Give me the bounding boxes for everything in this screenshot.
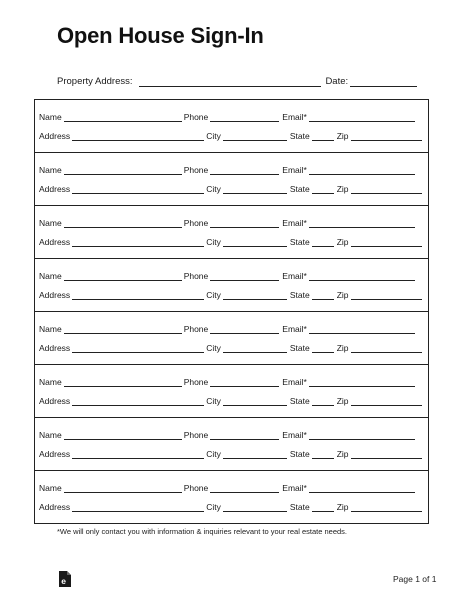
phone-label: Phone <box>183 483 209 493</box>
city-label: City <box>206 343 221 353</box>
entry-line-address <box>39 394 422 406</box>
zip-label: Zip <box>336 396 349 406</box>
state-field[interactable] <box>312 342 334 353</box>
name-field[interactable] <box>64 323 182 334</box>
address-field[interactable] <box>72 395 204 406</box>
zip-field[interactable] <box>351 289 422 300</box>
name-field[interactable] <box>64 111 182 122</box>
zip-label: Zip <box>336 131 349 141</box>
email-field[interactable] <box>309 217 415 228</box>
state-label: State <box>289 184 310 194</box>
name-field[interactable] <box>64 376 182 387</box>
address-label: Address <box>39 290 71 300</box>
zip-label: Zip <box>336 237 349 247</box>
entry-line-contact <box>39 481 415 493</box>
page-indicator: Page 1 of 1 <box>393 574 437 584</box>
email-label: Email* <box>282 430 307 440</box>
svg-text:e: e <box>61 576 67 586</box>
phone-label: Phone <box>183 165 209 175</box>
name-label: Name <box>39 165 62 175</box>
email-field[interactable] <box>309 323 415 334</box>
phone-label: Phone <box>183 430 209 440</box>
city-label: City <box>206 131 221 141</box>
address-field[interactable] <box>72 501 204 512</box>
phone-label: Phone <box>183 112 209 122</box>
address-label: Address <box>39 449 71 459</box>
entry-line-contact <box>39 269 415 281</box>
email-field[interactable] <box>309 270 415 281</box>
zip-field[interactable] <box>351 448 422 459</box>
address-field[interactable] <box>72 448 204 459</box>
city-label: City <box>206 290 221 300</box>
entry-line-contact <box>39 110 415 122</box>
entry-line-contact <box>39 375 415 387</box>
property-header-line <box>57 73 417 87</box>
state-field[interactable] <box>312 183 334 194</box>
page-title: Open House Sign-In <box>57 23 264 48</box>
state-label: State <box>289 237 310 247</box>
city-label: City <box>206 237 221 247</box>
zip-field[interactable] <box>351 342 422 353</box>
city-field[interactable] <box>223 448 287 459</box>
email-field[interactable] <box>309 482 415 493</box>
phone-label: Phone <box>183 271 209 281</box>
email-field[interactable] <box>309 111 415 122</box>
phone-field[interactable] <box>210 164 279 175</box>
city-label: City <box>206 396 221 406</box>
name-label: Name <box>39 271 62 281</box>
zip-field[interactable] <box>351 395 422 406</box>
email-field[interactable] <box>309 429 415 440</box>
city-label: City <box>206 184 221 194</box>
address-label: Address <box>39 343 71 353</box>
state-label: State <box>289 290 310 300</box>
phone-field[interactable] <box>210 111 279 122</box>
state-field[interactable] <box>312 130 334 141</box>
phone-field[interactable] <box>210 323 279 334</box>
email-field[interactable] <box>309 164 415 175</box>
sign-in-entry <box>35 206 428 259</box>
phone-field[interactable] <box>210 482 279 493</box>
email-label: Email* <box>282 112 307 122</box>
phone-field[interactable] <box>210 429 279 440</box>
address-field[interactable] <box>72 130 204 141</box>
entry-line-address <box>39 288 422 300</box>
name-field[interactable] <box>64 217 182 228</box>
email-label: Email* <box>282 324 307 334</box>
city-field[interactable] <box>223 183 287 194</box>
email-label: Email* <box>282 483 307 493</box>
sign-in-entry <box>35 153 428 206</box>
name-field[interactable] <box>64 270 182 281</box>
sign-in-entry <box>35 259 428 312</box>
state-field[interactable] <box>312 395 334 406</box>
phone-label: Phone <box>183 324 209 334</box>
sign-in-table <box>34 99 429 524</box>
city-field[interactable] <box>223 289 287 300</box>
city-field[interactable] <box>223 395 287 406</box>
sign-in-entry <box>35 471 428 524</box>
state-label: State <box>289 502 310 512</box>
contact-disclaimer: *We will only contact you with information & inquiries relevant to your real estate needs. <box>57 527 348 536</box>
email-label: Email* <box>282 165 307 175</box>
state-field[interactable] <box>312 236 334 247</box>
state-label: State <box>289 396 310 406</box>
email-label: Email* <box>282 271 307 281</box>
entry-line-address <box>39 341 422 353</box>
name-field[interactable] <box>64 482 182 493</box>
entry-line-contact <box>39 322 415 334</box>
city-label: City <box>206 449 221 459</box>
phone-field[interactable] <box>210 376 279 387</box>
address-field[interactable] <box>72 289 204 300</box>
property-address-label: Property Address: <box>57 76 133 87</box>
sign-in-entry <box>35 418 428 471</box>
state-field[interactable] <box>312 448 334 459</box>
city-field[interactable] <box>223 236 287 247</box>
state-label: State <box>289 131 310 141</box>
phone-label: Phone <box>183 218 209 228</box>
email-field[interactable] <box>309 376 415 387</box>
name-label: Name <box>39 483 62 493</box>
address-label: Address <box>39 502 71 512</box>
date-field[interactable] <box>350 76 417 87</box>
state-label: State <box>289 449 310 459</box>
name-label: Name <box>39 377 62 387</box>
state-label: State <box>289 343 310 353</box>
name-label: Name <box>39 430 62 440</box>
city-field[interactable] <box>223 501 287 512</box>
name-label: Name <box>39 112 62 122</box>
address-label: Address <box>39 237 71 247</box>
entry-line-address <box>39 447 422 459</box>
zip-label: Zip <box>336 343 349 353</box>
state-field[interactable] <box>312 501 334 512</box>
address-label: Address <box>39 131 71 141</box>
entry-line-address <box>39 182 422 194</box>
entry-line-address <box>39 235 422 247</box>
name-label: Name <box>39 324 62 334</box>
phone-field[interactable] <box>210 217 279 228</box>
phone-label: Phone <box>183 377 209 387</box>
city-label: City <box>206 502 221 512</box>
address-field[interactable] <box>72 236 204 247</box>
entry-line-contact <box>39 216 415 228</box>
email-label: Email* <box>282 377 307 387</box>
sign-in-entry <box>35 312 428 365</box>
city-field[interactable] <box>223 130 287 141</box>
entry-line-contact <box>39 428 415 440</box>
phone-field[interactable] <box>210 270 279 281</box>
eforms-logo-icon <box>58 571 71 587</box>
zip-field[interactable] <box>351 501 422 512</box>
sign-in-entry <box>35 365 428 418</box>
name-label: Name <box>39 218 62 228</box>
zip-label: Zip <box>336 502 349 512</box>
state-field[interactable] <box>312 289 334 300</box>
address-label: Address <box>39 184 71 194</box>
zip-field[interactable] <box>351 183 422 194</box>
zip-label: Zip <box>336 290 349 300</box>
email-label: Email* <box>282 218 307 228</box>
zip-label: Zip <box>336 449 349 459</box>
zip-label: Zip <box>336 184 349 194</box>
address-field[interactable] <box>72 342 204 353</box>
address-label: Address <box>39 396 71 406</box>
entry-line-address <box>39 129 422 141</box>
name-field[interactable] <box>64 429 182 440</box>
zip-field[interactable] <box>351 236 422 247</box>
city-field[interactable] <box>223 342 287 353</box>
property-address-field[interactable] <box>139 76 320 87</box>
name-field[interactable] <box>64 164 182 175</box>
date-label: Date: <box>325 76 349 87</box>
entry-line-address <box>39 500 422 512</box>
address-field[interactable] <box>72 183 204 194</box>
zip-field[interactable] <box>351 130 422 141</box>
entry-line-contact <box>39 163 415 175</box>
sign-in-entry <box>35 100 428 153</box>
